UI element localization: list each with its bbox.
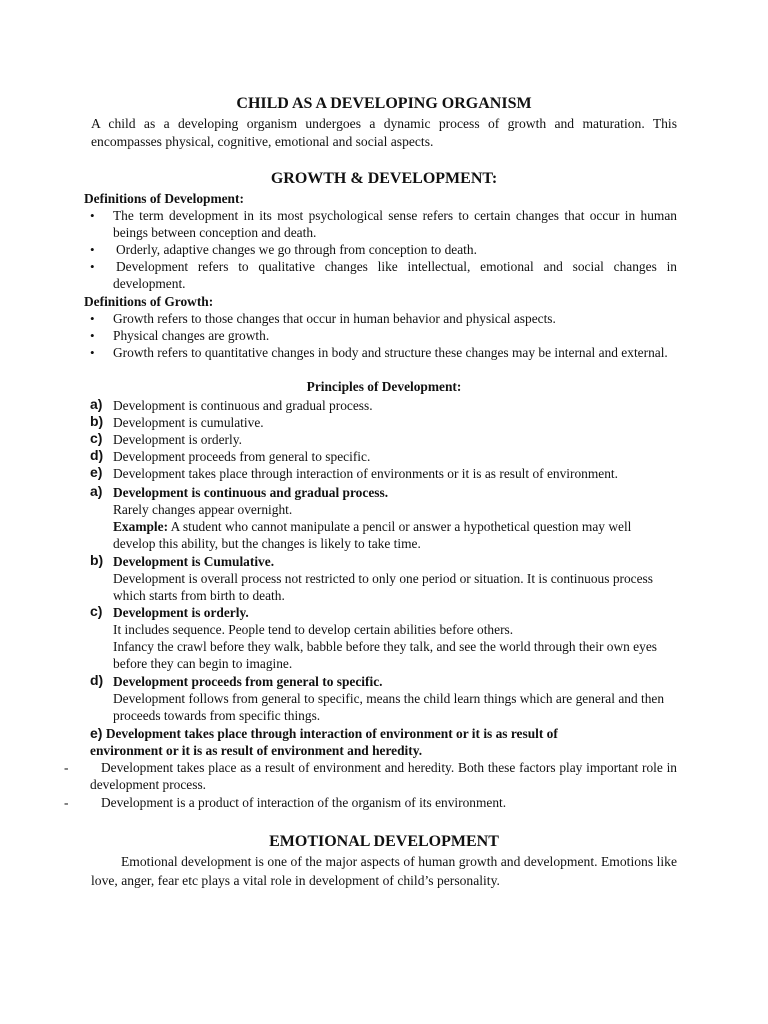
principle-detail-heading-text: Development is continuous and gradual process. [113,485,389,500]
principle-detail-heading-text: Development proceeds from general to specific. [113,674,383,689]
bullet-icon: • [90,345,95,360]
principle-letter: e) [90,464,103,480]
list-item [90,310,677,327]
principle-letter: a) [90,396,103,412]
principle-letter: c) [90,603,103,619]
list-item [90,258,677,292]
principle-text: Development is orderly. [113,432,242,447]
principle-item [90,465,677,482]
document-title: CHILD AS A DEVELOPING ORGANISM [236,95,532,112]
dash-item-text: Development is a product of interaction of the organism of its environment. [101,795,507,810]
principle-detail-text: Development is overall process not restricted to only one period or situation. It is continuous process which starts from birth to death. [113,571,653,603]
principle-letter: e) [90,725,103,741]
list-item [90,207,677,241]
dash-marker: - [64,760,69,775]
principle-detail-text: It includes sequence. People tend to develop certain abilities before others. [113,622,514,637]
list-item [90,327,677,344]
intro-paragraph: A child as a developing organism undergoes a dynamic process of growth and maturation. This encompasses physical, cognitive, emotional and social aspects. [91,116,677,149]
definitions-growth-heading [66,293,213,310]
principle-detail-text: Development follows from general to specific, means the child learn things which are general and then proceeds towards from specific things. [113,691,665,723]
principle-detail-e-heading [90,725,690,759]
principles-heading: Principles of Development: [306,379,462,394]
dash-marker: - [64,795,69,810]
principle-letter: d) [90,447,104,463]
definitions-development-heading [66,190,244,207]
list-item-text: Orderly, adaptive changes we go through from conception to death. [116,242,477,257]
principle-detail-a [90,484,677,552]
principle-detail-heading [90,553,677,570]
principle-item [90,448,677,465]
principle-detail-heading [90,673,677,690]
principle-text: Development takes place through interaction of environments or it is as result of environment. [113,466,618,481]
principle-detail-heading-text: environment or it is as result of environment and heredity. [90,743,423,758]
principle-detail-heading-text: Development is Cumulative. [113,554,275,569]
list-item [90,241,677,258]
principle-detail-heading-text: Development takes place through interaction of environment or it is as result of [105,726,558,741]
principle-letter: c) [90,430,103,446]
definitions-growth-label: Definitions of Growth: [84,294,214,309]
list-item-text: Development refers to qualitative changes like intellectual, emotional and social changes in development. [113,259,677,291]
bullet-icon: • [90,208,95,223]
principle-detail-text: Rarely changes appear overnight. [113,502,293,517]
emotional-development-paragraph: Emotional development is one of the major aspects of human growth and development. Emotions like love, anger, fear etc plays a vital role in development of child’s personality. [91,854,677,888]
example-label: Example: [113,519,169,534]
section-title-growth-development: GROWTH & DEVELOPMENT: [270,170,498,187]
principle-detail-heading [90,604,677,621]
principle-item [90,397,677,414]
definitions-development-label: Definitions of Development: [84,191,244,206]
example-text: A student who cannot manipulate a pencil or answer a hypothetical question may well develop this ability, but the changes is likely to take time. [113,519,632,551]
principle-detail-c [90,604,677,672]
principle-item [90,431,677,448]
bullet-icon: • [90,259,95,274]
principle-example [90,518,677,552]
list-item-text: Physical changes are growth. [113,328,270,343]
principle-text: Development proceeds from general to specific. [113,449,371,464]
list-item-text: The term development in its most psychological sense refers to certain changes that occur in human beings between conception and death. [113,208,677,240]
principle-text: Development is continuous and gradual process. [113,398,373,413]
principle-detail-heading [90,484,677,501]
development-definitions-list [90,207,677,292]
principle-detail-d [90,673,677,724]
principles-list [90,397,677,482]
principle-letter: b) [90,552,104,568]
dash-list-item [64,759,677,793]
principle-detail-text: Infancy the crawl before they walk, babble before they talk, and see the world through their own eyes before they can begin to imagine. [113,639,657,671]
principle-item [90,414,677,431]
bullet-icon: • [90,242,95,257]
bullet-icon: • [90,328,95,343]
principle-letter: d) [90,672,104,688]
list-item-text: Growth refers to those changes that occur in human behavior and physical aspects. [113,311,556,326]
principle-detail-heading-text: Development is orderly. [113,605,249,620]
growth-definitions-list [90,310,677,361]
emotional-development-title: EMOTIONAL DEVELOPMENT [269,833,499,850]
principle-detail-b [90,553,677,604]
dash-list-item [64,794,677,811]
bullet-icon: • [90,311,95,326]
principle-letter: a) [90,483,103,499]
dash-item-text: Development takes place as a result of environment and heredity. Both these factors play important role in development process. [90,760,677,792]
list-item [90,344,677,361]
principle-letter: b) [90,413,104,429]
list-item-text: Growth refers to quantitative changes in body and structure these changes may be internal and external. [113,345,668,360]
principle-text: Development is cumulative. [113,415,264,430]
